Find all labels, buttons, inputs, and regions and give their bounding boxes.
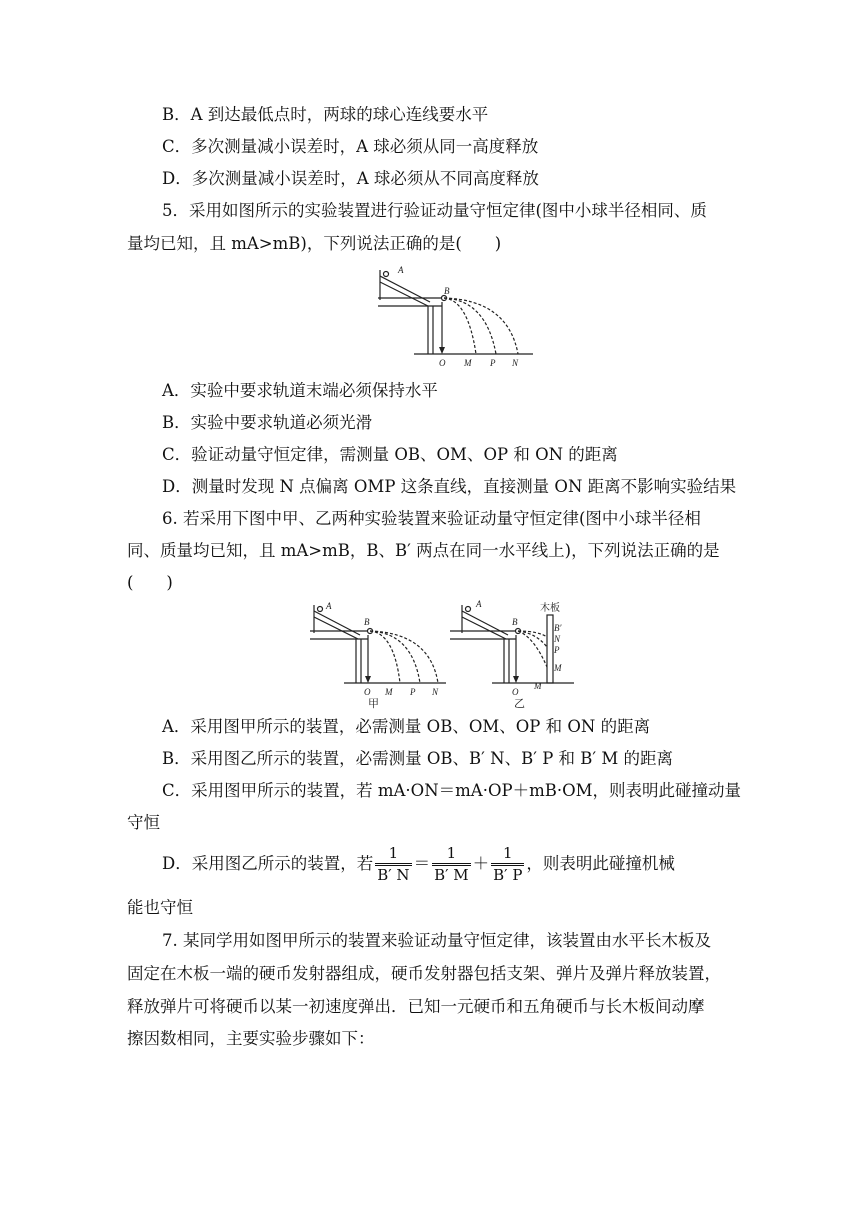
q4-option-b: B．A 到达最低点时，两球的球心连线要水平 [162, 105, 489, 124]
q6-yi-label-b: B [512, 617, 518, 627]
q6-jia-caption: 甲 [368, 698, 379, 709]
q6-jia-label-o: O [364, 687, 371, 697]
q6-jia-label-n: N [432, 687, 439, 697]
fraction-1 [375, 843, 411, 886]
q6-yi-label-m-board: M [554, 663, 562, 673]
q6-yi-label-bprime: B′ [554, 623, 562, 633]
q6-stem-line1: 6. 若采用下图中甲、乙两种实验装置来验证动量守恒定律(图中小球半径相 [162, 509, 701, 528]
q7-line4: 擦因数相同，主要实验步骤如下： [127, 1029, 375, 1048]
q6-option-a: A．采用图甲所示的装置，必需测量 OB、OM、OP 和 ON 的距离 [162, 717, 651, 736]
q6-option-b: B．采用图乙所示的装置，必需测量 OB、B′ N、B′ P 和 B′ M 的距离 [162, 749, 674, 768]
q4-option-d: D．多次测量减小误差时，A 球必须从不同高度释放 [162, 169, 539, 188]
q6-yi-board-label: 木板 [540, 603, 560, 614]
q6-option-c-line1: C．采用图甲所示的装置，若 mA·ON＝mA·OP＋mB·OM，则表明此碰撞动量 [162, 781, 742, 800]
q6-stem-line3: ( ) [127, 573, 173, 592]
q6-option-c-line2: 守恒 [127, 813, 160, 832]
q4-option-c: C．多次测量减小误差时，A 球必须从同一高度释放 [162, 137, 539, 156]
q6-option-d-prefix: D．采用图乙所示的装置，若 [162, 854, 374, 873]
q5-stem-line2: 量均已知，且 mA>mB)，下列说法正确的是( ) [127, 234, 502, 253]
fraction-3 [491, 843, 524, 886]
q6-jia-label-b: B [364, 617, 370, 627]
q5-fig-label-n: N [512, 358, 519, 368]
fraction-2-numerator: 1 [432, 843, 471, 864]
q7-line2: 固定在木板一端的硬币发射器组成，硬币发射器包括支架、弹片及弹片释放装置， [127, 964, 721, 983]
q5-fig-label-o: O [439, 358, 446, 368]
plus-sign: ＋ [472, 854, 490, 873]
q6-option-d-line2: 能也守恒 [127, 898, 193, 917]
q6-stem-line2: 同、质量均已知，且 mA>mB，B、B′ 两点在同一水平线上)，下列说法正确的是 [127, 541, 720, 560]
q6-yi-label-n: N [554, 634, 561, 644]
fraction-3-numerator: 1 [491, 843, 524, 864]
q6-option-d-line1 [162, 840, 675, 888]
q6-yi-label-p: P [554, 645, 560, 655]
q5-figure [368, 262, 538, 370]
q5-option-d: D．测量时发现 N 点偏离 OMP 这条直线，直接测量 ON 距离不影响实验结果 [162, 477, 737, 496]
q7-line3: 释放弹片可将硬币以某一初速度弹出．已知一元硬币和五角硬币与长木板间动摩 [127, 997, 705, 1016]
q6-yi-label-o: O [512, 687, 519, 697]
q6-jia-label-m: M [385, 687, 393, 697]
fraction-1-numerator: 1 [375, 843, 411, 864]
q6-figure-yi [448, 597, 578, 709]
fraction-2 [432, 843, 471, 886]
q6-jia-label-p: P [410, 687, 416, 697]
q5-stem-line1: 5．采用如图所示的实验装置进行验证动量守恒定律(图中小球半径相同、质 [162, 201, 707, 220]
q5-fig-label-p: P [490, 358, 496, 368]
fraction-1-denominator: B′ N [377, 866, 410, 884]
q5-fig-label-m: M [464, 358, 472, 368]
q6-option-d-suffix: ，则表明此碰撞机械 [526, 854, 675, 873]
q6-yi-label-a: A [476, 599, 482, 609]
q6-jia-label-a: A [326, 601, 332, 611]
q7-line1: 7. 某同学用如图甲所示的装置来验证动量守恒定律，该装置由水平长木板及 [162, 931, 711, 950]
q5-fig-label-a: A [398, 265, 404, 275]
q6-yi-caption: 乙 [514, 698, 525, 709]
q6-yi-label-m-ground: M [534, 681, 542, 691]
fraction-3-denominator: B′ P [493, 866, 523, 884]
q6-figure-jia [302, 597, 450, 709]
q5-fig-label-b: B [444, 286, 450, 296]
fraction-2-denominator: B′ M [434, 866, 469, 884]
q5-option-a: A．实验中要求轨道末端必须保持水平 [162, 381, 438, 400]
q5-option-b: B．实验中要求轨道必须光滑 [162, 413, 373, 432]
q5-option-c: C．验证动量守恒定律，需测量 OB、OM、OP 和 ON 的距离 [162, 445, 618, 464]
equals-sign: ＝ [413, 854, 431, 873]
